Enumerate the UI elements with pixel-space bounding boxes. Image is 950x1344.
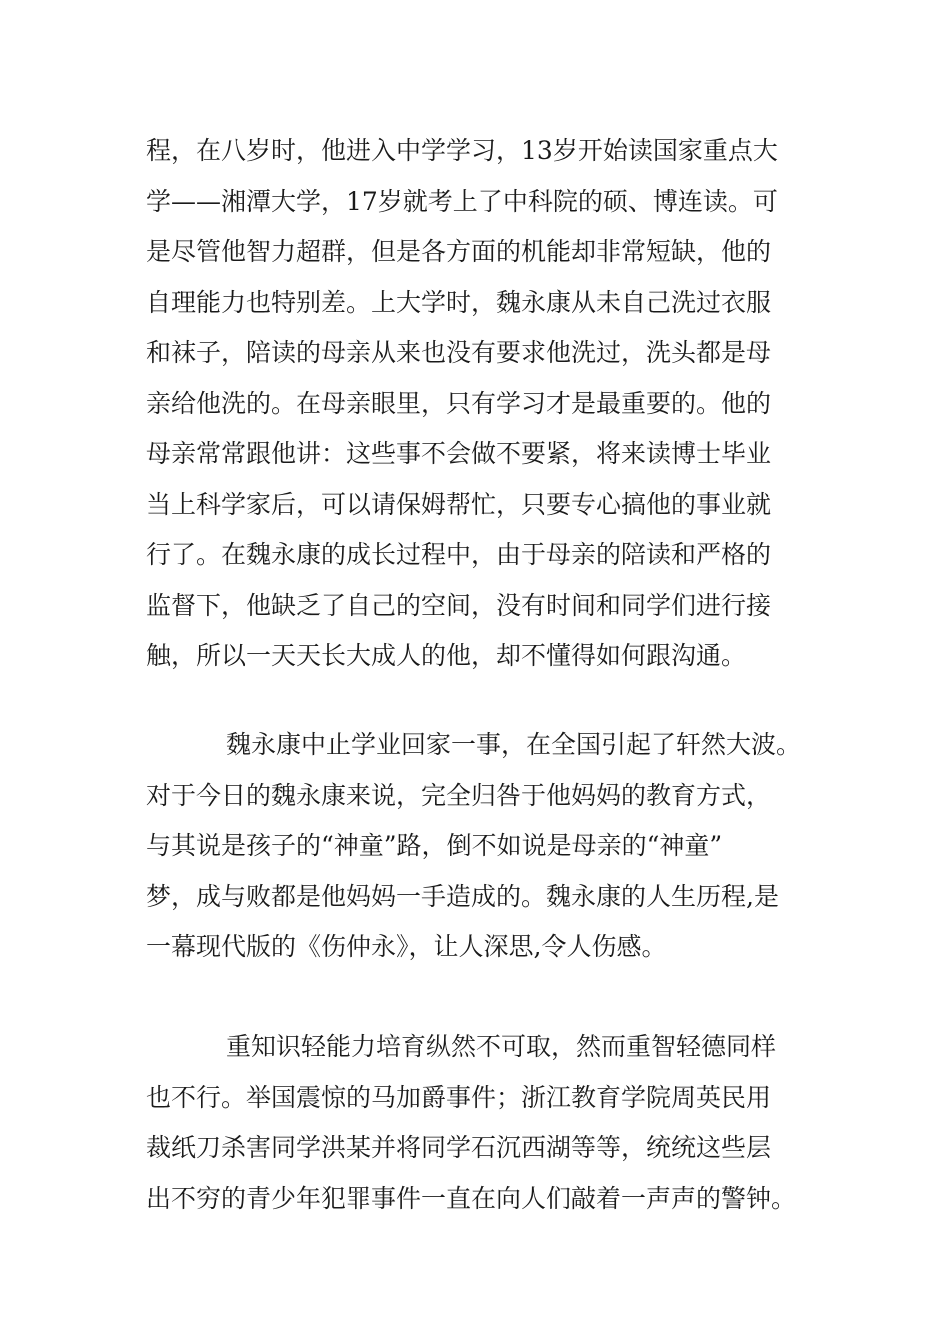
text-line: 学——湘潭大学，17岁就考上了中科院的硕、博连读。可 xyxy=(146,186,778,216)
text-line: 当上科学家后，可以请保姆帮忙，只要专心搞他的事业就 xyxy=(146,489,772,519)
text-line: 梦，成与败都是他妈妈一手造成的。魏永康的人生历程,是 xyxy=(146,881,779,911)
paragraph-2 xyxy=(146,720,801,973)
text-line: 一幕现代版的《伤仲永》，让人深思,令人伤感。 xyxy=(146,932,667,961)
text-line: 与其说是孩子的“神童”路，倒不如说是母亲的“神童” xyxy=(146,831,723,860)
text-line: 出不穷的青少年犯罪事件一直在向人们敲着一声声的警钟。 xyxy=(146,1183,797,1213)
text-line: 和袜子，陪读的母亲从来也没有要求他洗过，洗头都是母 xyxy=(146,338,772,367)
text-line-indented: 重知识轻能力培育纵然不可取，然而重智轻德同样 xyxy=(226,1032,777,1061)
text-line: 亲给他洗的。在母亲眼里，只有学习才是最重要的。他的 xyxy=(146,388,772,418)
text-line: 触，所以一天天长大成人的他，却不懂得如何跟沟通。 xyxy=(146,641,747,670)
text-line: 程，在八岁时，他进入中学学习，13岁开始读国家重点大 xyxy=(146,136,778,165)
text-line: 也不行。举国震惊的马加爵事件；浙江教育学院周英民用 xyxy=(146,1082,772,1112)
text-line-indented: 魏永康中止学业回家一事，在全国引起了轩然大波。 xyxy=(226,730,802,759)
text-line: 是尽管他智力超群，但是各方面的机能却非常短缺，他的 xyxy=(146,237,772,266)
paragraph-1 xyxy=(146,126,778,682)
text-line: 裁纸刀杀害同学洪某并将同学石沉西湖等等，统统这些层 xyxy=(146,1133,772,1162)
text-line: 对于今日的魏永康来说，完全归咎于他妈妈的教育方式， xyxy=(146,780,772,810)
text-line: 监督下，他缺乏了自己的空间，没有时间和同学们进行接 xyxy=(146,590,772,620)
text-line: 母亲常常跟他讲：这些事不会做不要紧，将来读博士毕业 xyxy=(146,439,772,468)
text-line: 自理能力也特别差。上大学时，魏永康从未自己洗过衣服 xyxy=(146,287,772,317)
text-line: 行了。在魏永康的成长过程中，由于母亲的陪读和严格的 xyxy=(146,540,772,569)
paragraph-3 xyxy=(146,1022,796,1224)
